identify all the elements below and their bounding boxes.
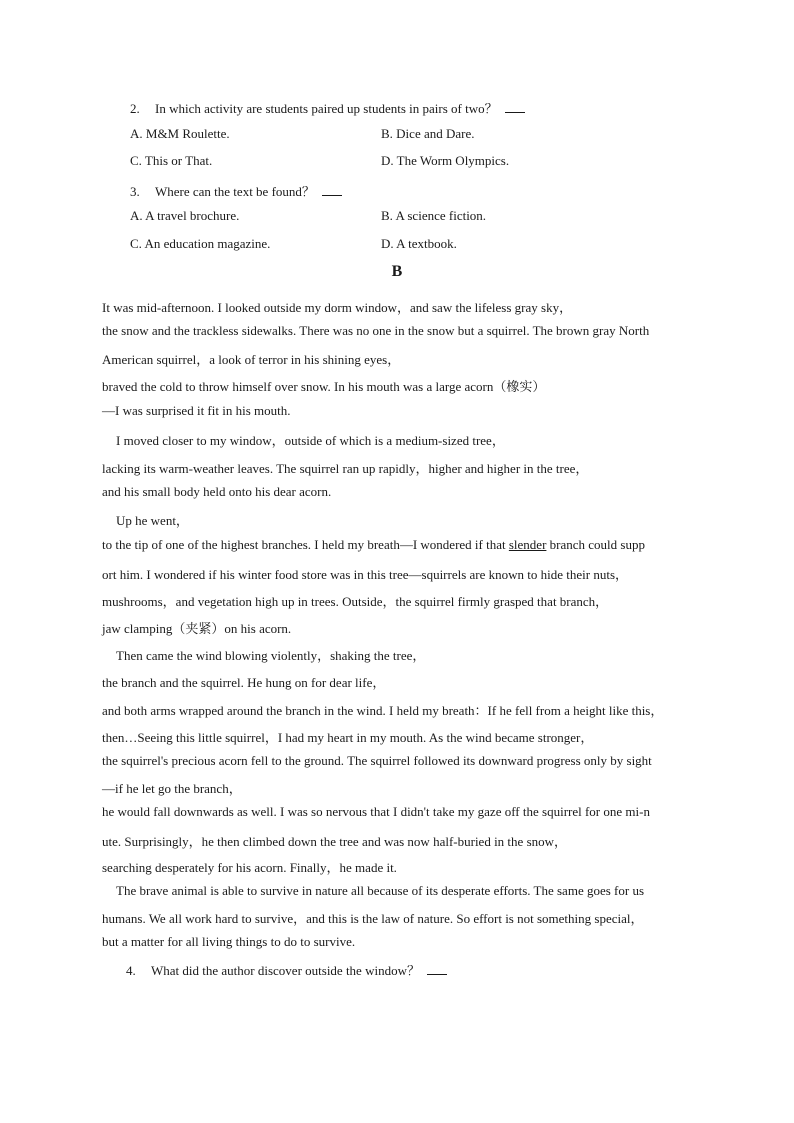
passage-line: braved the cold to throw himself over snow. In his mouth was a large acorn（橡实） [102,379,546,394]
question-text: In which activity are students paired up students in pairs of two？ [155,101,498,116]
option-b: B. Dice and Dare. [381,126,475,141]
passage-line: jaw clamping（夹紧）on his acorn. [102,621,292,636]
passage-line: The brave animal is able to survive in nature all because of its desperate efforts. The same goes for us [116,883,645,898]
passage-line: Up he went， [116,513,189,528]
passage-line: ort him. I wondered if his winter food store was in this tree—squirrels are known to hide their nuts， [102,567,629,582]
passage-line: mushrooms，and vegetation high up in trees. Outside，the squirrel firmly grasped that branch， [102,594,609,609]
option-a: A. M&M Roulette. [130,126,230,141]
passage-line [102,537,645,553]
answer-blank[interactable] [505,102,525,113]
answer-blank[interactable] [322,185,342,196]
option-b: B. A science fiction. [381,208,487,223]
question-number: 4. [126,963,136,978]
question-text: What did the author discover outside the window？ [151,963,420,978]
passage-line: the squirrel's precious acorn fell to the ground. The squirrel followed its downward progress only by sight [102,753,652,768]
passage-text: branch could supp [546,537,645,552]
question-2 [130,98,525,117]
question-number: 3. [130,184,140,199]
question-3 [130,181,342,200]
option-d: D. The Worm Olympics. [381,153,510,168]
passage-line: the branch and the squirrel. He hung on for dear life， [102,675,386,690]
question-number: 2. [130,101,140,116]
passage-line: the snow and the trackless sidewalks. There was no one in the snow but a squirrel. The brown gray North [102,323,650,338]
passage-line: humans. We all work hard to survive，and this is the law of nature. So effort is not something special， [102,911,644,926]
passage-line: lacking its warm-weather leaves. The squirrel ran up rapidly，higher and higher in the tree， [102,461,589,476]
passage-line: searching desperately for his acorn. Finally，he made it. [102,860,397,875]
passage-text: to the tip of one of the highest branches. I held my breath—I wondered if that [102,537,509,552]
option-c: C. An education magazine. [130,236,271,251]
section-heading: B [391,263,403,280]
passage-line: and his small body held onto his dear acorn. [102,484,332,499]
passage-line: and both arms wrapped around the branch in the wind. I held my breath：If he fell from a height like this， [102,703,664,718]
passage-line: Then came the wind blowing violently，shaking the tree， [116,648,426,663]
passage-line: ute. Surprisingly，he then climbed down the tree and was now half-buried in the snow， [102,834,568,849]
passage-line: It was mid-afternoon. I looked outside my dorm window，and saw the lifeless gray sky， [102,300,573,315]
passage-line: he would fall downwards as well. I was so nervous that I didn't take my gaze off the squirrel for one mi-n [102,804,650,819]
option-d: D. A textbook. [381,236,457,251]
passage-line: but a matter for all living things to do to survive. [102,934,356,949]
passage-line: —if he let go the branch， [102,781,242,796]
question-text: Where can the text be found？ [155,184,315,199]
passage-line: then…Seeing this little squirrel，I had my heart in my mouth. As the wind became stronger， [102,730,594,745]
answer-blank[interactable] [427,964,447,975]
underlined-word: slender [508,537,547,552]
passage-line: I moved closer to my window，outside of which is a medium-sized tree， [116,433,505,448]
option-a: A. A travel brochure. [130,208,240,223]
option-c: C. This or That. [130,153,213,168]
question-4 [126,960,447,979]
passage-line: —I was surprised it fit in his mouth. [102,403,291,418]
passage-line: American squirrel，a look of terror in his shining eyes， [102,352,401,367]
